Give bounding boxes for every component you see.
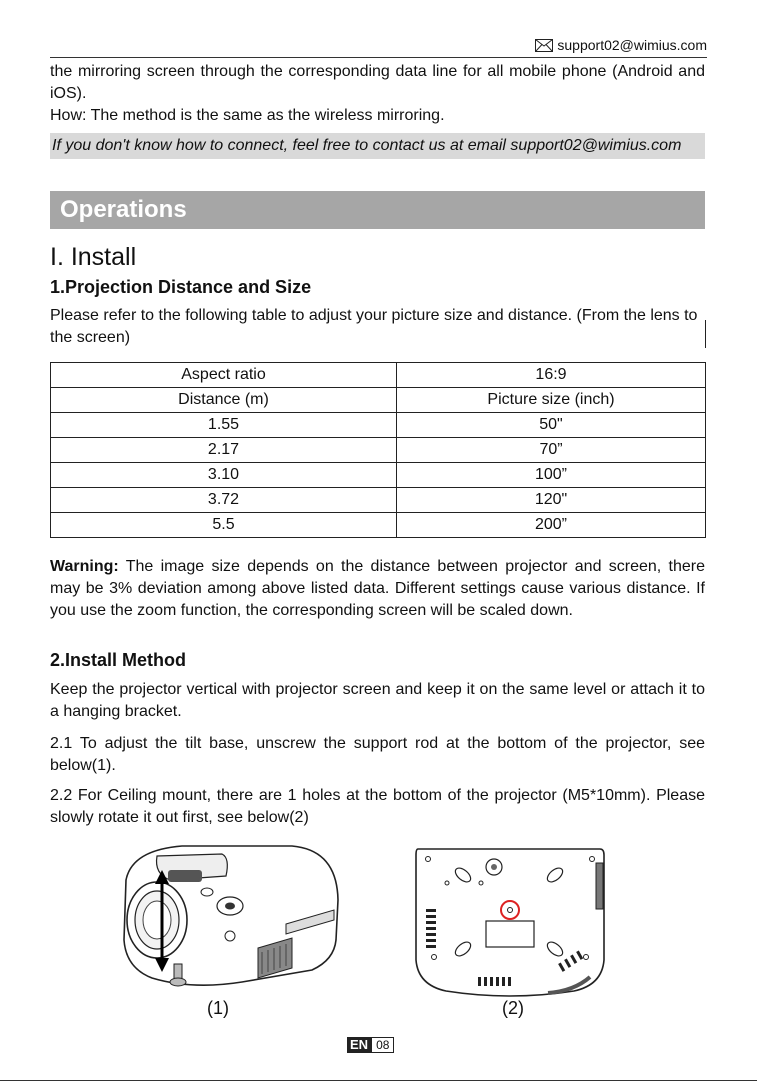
figure-caption-1: (1) [207, 998, 229, 1018]
bottom-rule [0, 1080, 757, 1081]
section-title: Operations [50, 191, 705, 229]
table-cell: 5.5 [51, 513, 397, 538]
projection-heading: 1.Projection Distance and Size [50, 277, 312, 297]
envelope-icon [535, 39, 553, 52]
install-method-p3: 2.2 For Ceiling mount, there are 1 holes at the bottom of the projector (M5*10mm). Please slowly rotate it out first, see below(2) [50, 787, 705, 826]
distance-table [50, 362, 706, 538]
table-row [51, 388, 706, 413]
figure-caption-2: (2) [502, 998, 524, 1018]
table-cell: 120" [397, 488, 706, 513]
table-cell: Picture size (inch) [397, 388, 706, 413]
ceiling-mount-illustration [414, 845, 606, 997]
margin-line [705, 320, 706, 348]
contact-callout: If you don't know how to connect, feel free to contact us at email support02@wimius.com [50, 133, 705, 159]
projection-intro: Please refer to the following table to adjust your picture size and distance. (From the lens to the screen) [50, 307, 698, 346]
table-row [51, 488, 706, 513]
table-cell: 3.72 [51, 488, 397, 513]
install-title: I. Install [50, 243, 137, 271]
table-cell: 2.17 [51, 438, 397, 463]
table-row [51, 513, 706, 538]
install-method-heading: 2.Install Method [50, 650, 187, 670]
email-text: support02@wimius.com [557, 37, 707, 53]
table-cell: 16:9 [397, 363, 706, 388]
table-cell: Aspect ratio [51, 363, 397, 388]
intro-how: How: The method is the same as the wireless mirroring. [50, 107, 445, 124]
table-row [51, 413, 706, 438]
warning-label: Warning: [50, 558, 119, 575]
table-cell: 3.10 [51, 463, 397, 488]
warning-paragraph [50, 556, 705, 622]
header-rule [50, 57, 707, 58]
table-row [51, 363, 706, 388]
table-cell: Distance (m) [51, 388, 397, 413]
table-row [51, 463, 706, 488]
header-email [535, 37, 707, 53]
intro-paragraph: the mirroring screen through the corresponding data line for all mobile phone (Android and iOS). [50, 63, 705, 102]
projector-illustration [112, 840, 342, 1000]
table-row [51, 438, 706, 463]
install-method-p2: 2.1 To adjust the tilt base, unscrew the support rod at the bottom of the projector, see below(1). [50, 735, 705, 774]
page-footer [347, 1037, 394, 1053]
warning-text: The image size depends on the distance between projector and screen, there may be 3% deviation among above listed data. Different settings cause various distance. If you use the zoom function, the corresponding screen will be scaled down. [50, 558, 705, 619]
page-number: 08 [371, 1037, 394, 1053]
table-cell: 50" [397, 413, 706, 438]
language-badge: EN [347, 1037, 371, 1053]
table-cell: 70” [397, 438, 706, 463]
table-cell: 200” [397, 513, 706, 538]
table-cell: 1.55 [51, 413, 397, 438]
install-method-p1: Keep the projector vertical with projector screen and keep it on the same level or attach it to a hanging bracket. [50, 681, 705, 720]
table-cell: 100” [397, 463, 706, 488]
